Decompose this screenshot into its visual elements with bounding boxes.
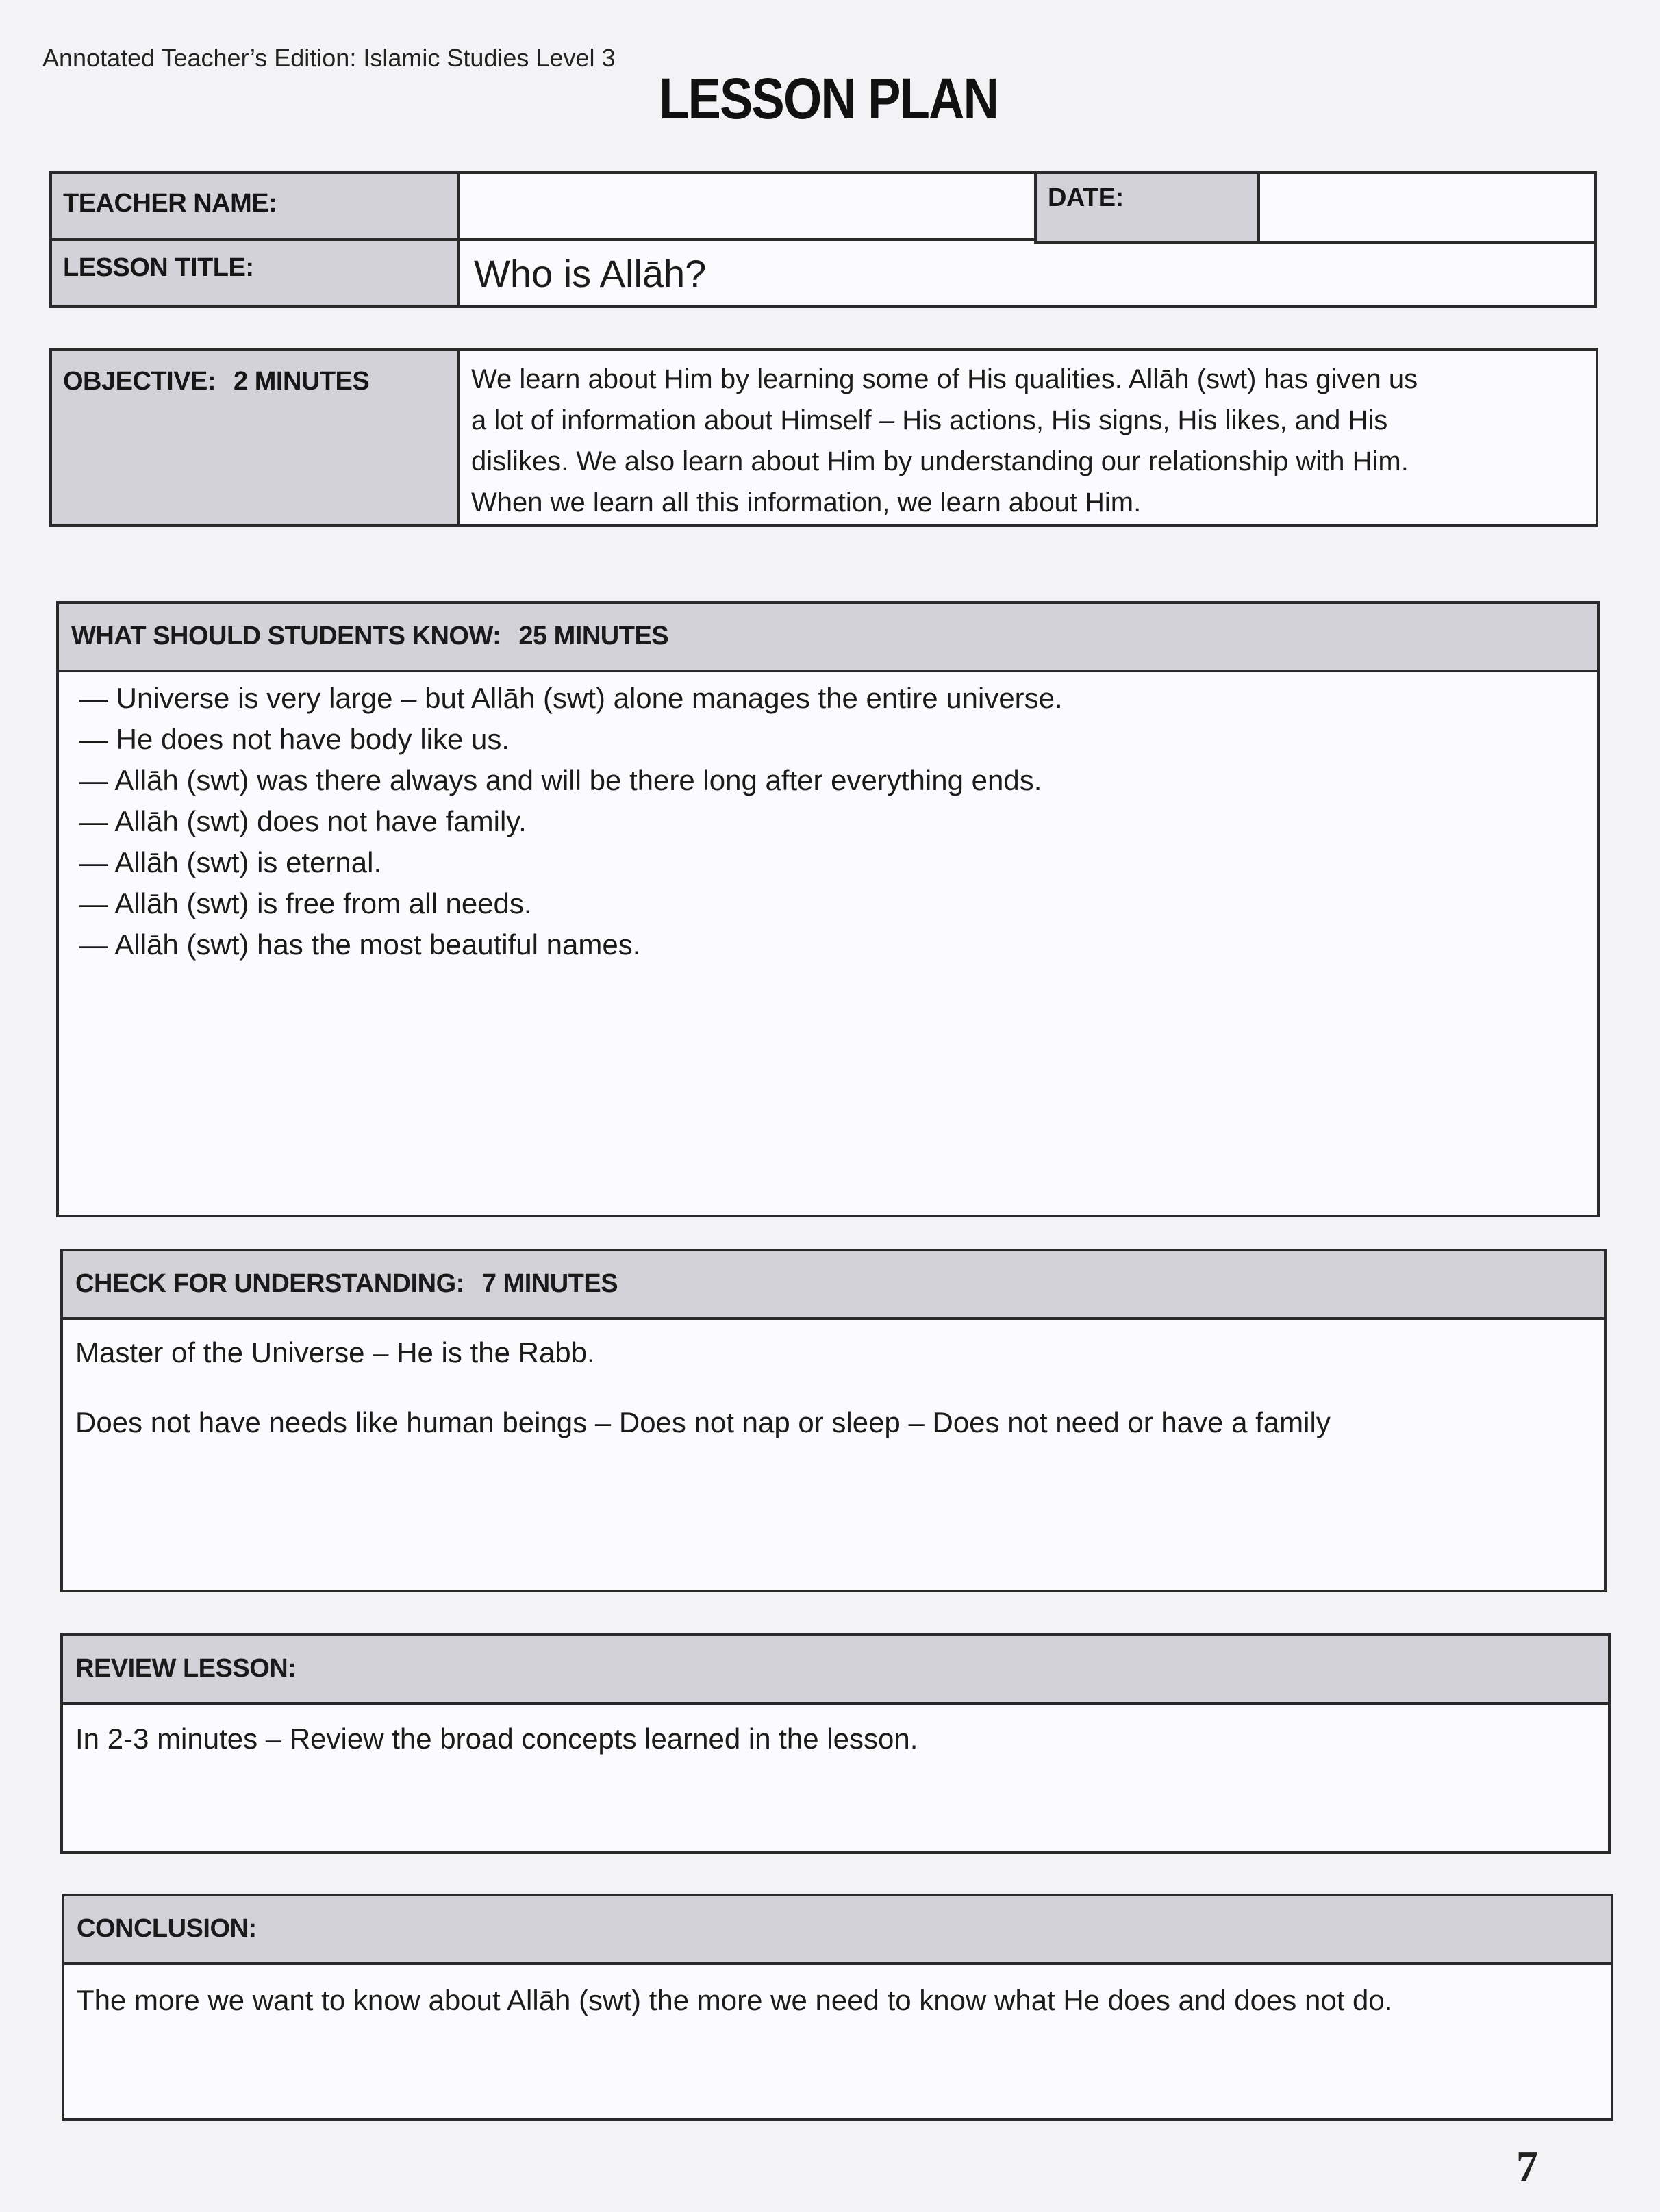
list-item: — Allāh (swt) is free from all needs. — [71, 883, 1585, 924]
review-body — [63, 1705, 1608, 1769]
objective-label — [52, 351, 460, 524]
students-know-body — [59, 672, 1597, 975]
review-label: REVIEW LESSON: — [75, 1654, 297, 1683]
check-understanding-label: CHECK FOR UNDERSTANDING: — [75, 1269, 464, 1298]
check-understanding-duration: 7 MINUTES — [481, 1269, 618, 1298]
review-header — [63, 1636, 1608, 1705]
objective-section — [49, 348, 1598, 527]
page-number: 7 — [1516, 2142, 1538, 2191]
objective-text — [460, 351, 1596, 524]
list-item: — Universe is very large – but Allāh (swt) alone manages the entire universe. — [71, 678, 1585, 719]
list-item: — Allāh (swt) does not have family. — [71, 801, 1585, 842]
list-item: — Allāh (swt) is eternal. — [71, 842, 1585, 883]
review-text: In 2-3 minutes – Review the broad concepts learned in the lesson. — [75, 1722, 918, 1755]
check-understanding-body — [63, 1320, 1604, 1482]
students-know-duration: 25 MINUTES — [518, 622, 669, 650]
date-field[interactable] — [1260, 174, 1594, 241]
objective-line: dislikes. We also learn about Him by understanding our relationship with Him. — [471, 446, 1409, 476]
lesson-title-value: Who is Allāh? — [474, 252, 707, 295]
conclusion-label: CONCLUSION: — [77, 1914, 257, 1943]
check-line: Master of the Universe – He is the Rabb. — [75, 1336, 595, 1369]
objective-line: a lot of information about Himself – His actions, His signs, His likes, and His — [471, 405, 1388, 435]
lesson-title-label: LESSON TITLE: — [52, 241, 460, 305]
page-title: LESSON PLAN — [659, 66, 998, 131]
review-section — [60, 1633, 1611, 1854]
lesson-info-table — [49, 171, 1597, 308]
teacher-name-field[interactable] — [460, 174, 1034, 241]
teacher-name-label: TEACHER NAME: — [52, 174, 460, 241]
conclusion-body — [64, 1965, 1611, 2031]
objective-line: We learn about Him by learning some of His qualities. Allāh (swt) has given us — [471, 364, 1418, 394]
conclusion-section — [62, 1894, 1613, 2121]
check-understanding-header — [63, 1251, 1604, 1320]
date-label: DATE: — [1034, 174, 1260, 241]
students-know-header — [59, 604, 1597, 672]
objective-duration: 2 MINUTES — [234, 367, 370, 396]
edition-header: Annotated Teacher’s Edition: Islamic Studies Level 3 — [42, 44, 616, 72]
check-line: Does not have needs like human beings – Does not nap or sleep – Does not need or have a family — [75, 1406, 1331, 1438]
students-know-list — [71, 678, 1585, 965]
list-item: — Allāh (swt) was there always and will be there long after everything ends. — [71, 760, 1585, 801]
students-know-section — [56, 601, 1600, 1217]
check-understanding-section — [60, 1249, 1607, 1592]
students-know-label: WHAT SHOULD STUDENTS KNOW: — [71, 622, 501, 650]
list-item: — Allāh (swt) has the most beautiful names. — [71, 924, 1585, 965]
list-item: — He does not have body like us. — [71, 719, 1585, 760]
objective-line: When we learn all this information, we learn about Him. — [471, 487, 1142, 518]
objective-label-text: OBJECTIVE: — [63, 367, 216, 396]
conclusion-text: The more we want to know about Allāh (swt) the more we need to know what He does and does not do. — [77, 1984, 1393, 2016]
conclusion-header — [64, 1896, 1611, 1965]
